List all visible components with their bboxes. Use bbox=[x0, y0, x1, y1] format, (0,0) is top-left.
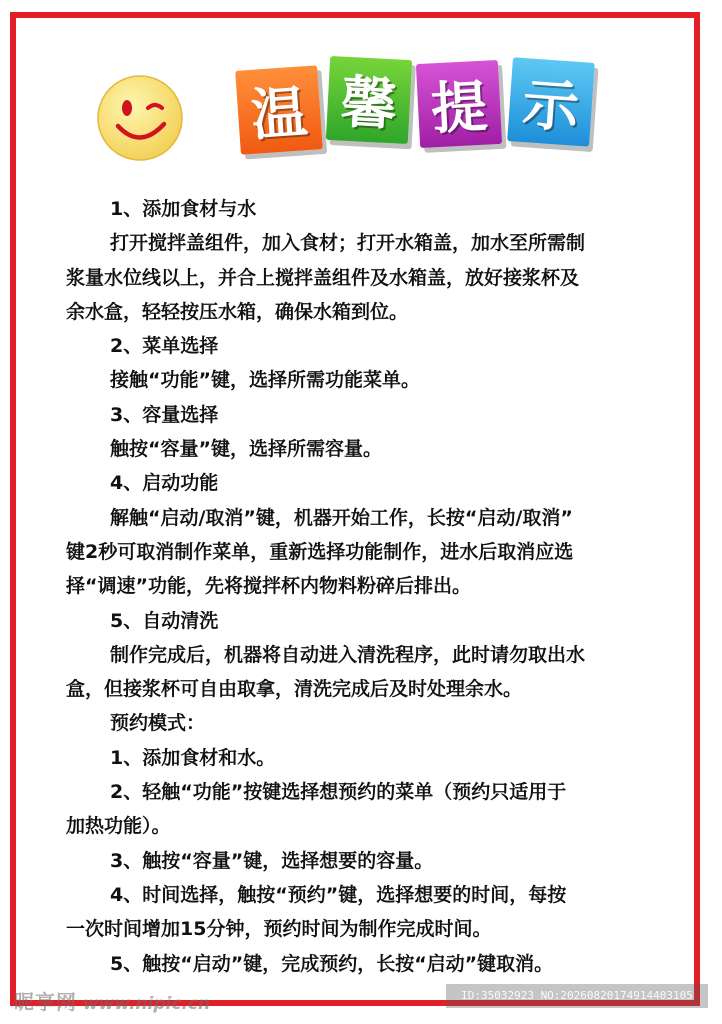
paragraph-line: 5、触按“启动”键，完成预约，长按“启动”键取消。 bbox=[110, 952, 554, 975]
paragraph-line: 2、轻触“功能”按键选择想预约的菜单（预约只适用于 bbox=[110, 781, 567, 804]
title-tile-2: 馨 bbox=[326, 56, 412, 144]
paragraph-line: 解触“启动/取消”键，机器开始工作，长按“启动/取消” bbox=[110, 506, 573, 529]
title-tiles bbox=[230, 50, 610, 160]
title-tile-4: 示 bbox=[507, 57, 595, 147]
section-heading: 3、容量选择 bbox=[110, 403, 219, 426]
smiley-wink-icon bbox=[96, 74, 184, 162]
instructions-text bbox=[66, 192, 676, 981]
paragraph-line: 盒，但接浆杯可自由取拿，清洗完成后及时处理余水。 bbox=[66, 678, 523, 701]
paragraph-line: 3、触按“容量”键，选择想要的容量。 bbox=[110, 849, 434, 872]
watermark-url: www.nipic.cn bbox=[82, 994, 211, 1014]
paragraph-line: 键2秒可取消制作菜单，重新选择功能制作，进水后取消应选 bbox=[66, 540, 574, 563]
section-heading: 预约模式： bbox=[110, 712, 206, 735]
watermark-brand bbox=[14, 986, 210, 1015]
section-heading: 5、自动清洗 bbox=[110, 609, 219, 632]
watermark-id: ID:35032923 NO:20260820174914403105 bbox=[446, 984, 708, 1008]
paragraph-line: 1、添加食材和水。 bbox=[110, 746, 276, 769]
section-heading: 2、菜单选择 bbox=[110, 335, 219, 358]
paragraph-line: 触按“容量”键，选择所需容量。 bbox=[110, 438, 382, 461]
paragraph-line: 一次时间增加15分钟，预约时间为制作完成时间。 bbox=[66, 918, 492, 941]
paragraph-line: 接触“功能”键，选择所需功能菜单。 bbox=[110, 369, 420, 392]
watermark-brand-name: 昵享网 bbox=[14, 990, 77, 1014]
paragraph-line: 打开搅拌盖组件，加入食材；打开水箱盖，加水至所需制 bbox=[110, 232, 586, 255]
paragraph-line: 余水盒，轻轻按压水箱，确保水箱到位。 bbox=[66, 300, 409, 323]
title-tile-3: 提 bbox=[416, 60, 502, 148]
title-tile-1: 温 bbox=[235, 65, 323, 155]
paragraph-line: 浆量水位线以上，并合上搅拌盖组件及水箱盖，放好接浆杯及 bbox=[66, 266, 580, 289]
section-heading: 1、添加食材与水 bbox=[110, 198, 257, 220]
paragraph-line: 制作完成后，机器将自动进入清洗程序，此时请勿取出水 bbox=[110, 643, 586, 666]
paragraph-line: 4、时间选择，触按“预约”键，选择想要的时间，每按 bbox=[110, 883, 567, 906]
paragraph-line: 加热功能）。 bbox=[66, 815, 171, 838]
section-heading: 4、启动功能 bbox=[110, 472, 219, 495]
paragraph-line: 择“调速”功能，先将搅拌杯内物料粉碎后排出。 bbox=[66, 575, 471, 598]
